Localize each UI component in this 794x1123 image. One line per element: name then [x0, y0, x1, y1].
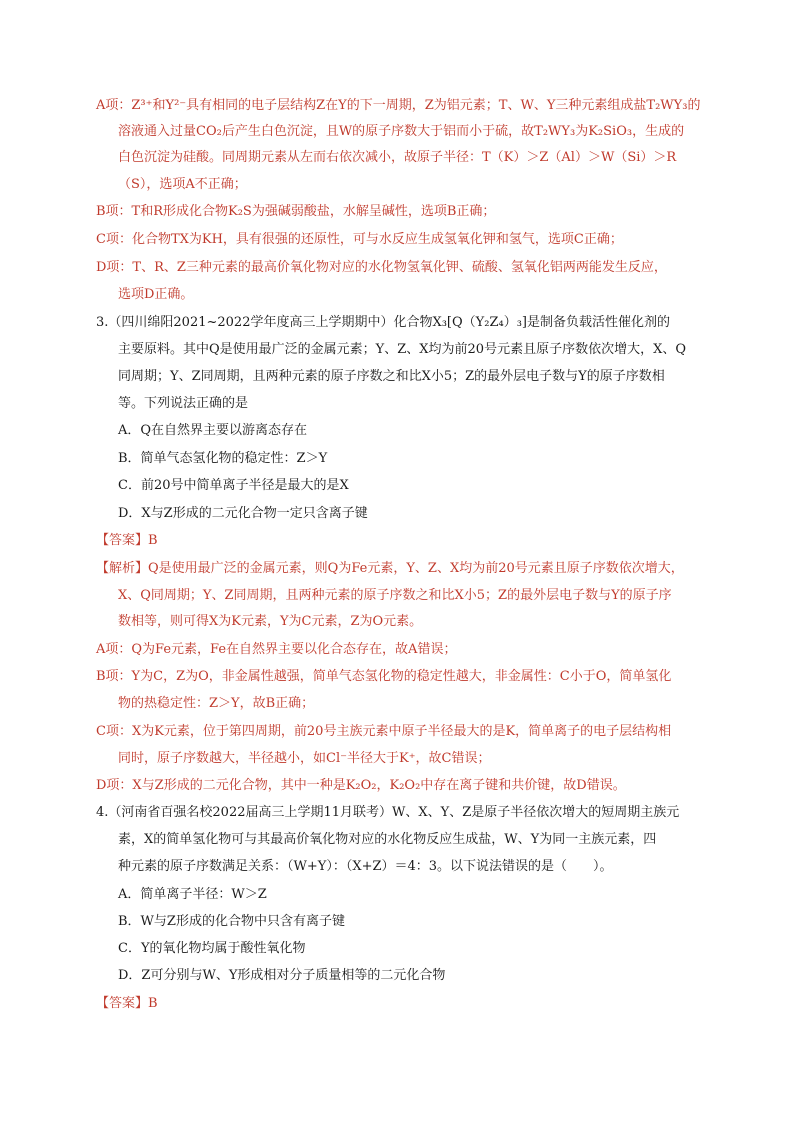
q4-option-b: B．W与Z形成的化合物中只含有离子键: [118, 914, 345, 929]
q4-option-a: A．简单离子半径：W＞Z: [118, 887, 267, 902]
q3-analysis-d-line: D项：X与Z形成的二元化合物，其中一种是K₂O₂，K₂O₂中存在离子键和共价键，故D错误。: [96, 778, 626, 793]
prev-analysis-d-line-1: D项：T、R、Z三种元素的最高价氧化物对应的水化物氢氧化钾、硫酸、氢氧化铝两两能发生反应，: [96, 260, 667, 275]
q3-option-c: C．前20号中简单离子半径是最大的是X: [118, 478, 349, 493]
prev-analysis-c-line-1: C项：化合物TX为KH，具有很强的还原性，可与水反应生成氢氧化钾和氢气，选项C正确；: [96, 232, 623, 247]
q3-option-d: D．X与Z形成的二元化合物一定只含离子键: [118, 506, 368, 521]
q4-option-c: C．Y的氧化物均属于酸性氧化物: [118, 941, 306, 956]
q3-stem-line-4: 等。下列说法正确的是: [118, 396, 249, 411]
q4-stem-line-1: 4.（河南省百强名校2022届高三上学期11月联考）W、X、Y、Z是原子半径依次增大的短周期主族元: [96, 805, 680, 820]
q4-stem-line-3: 种元素的原子序数满足关系：（W+Y）：（X+Z）＝4：3。以下说法错误的是（ ）。: [118, 859, 613, 874]
q3-analysis-line-3: 数相等，则可得X为K元素，Y为C元素，Z为O元素。: [118, 614, 423, 629]
q3-stem-line-2: 主要原料。其中Q是使用最广泛的金属元素；Y、Z、X均为前20号元素且原子序数依次增大，X、Q: [118, 342, 686, 357]
q4-answer-label: 【答案】: [96, 996, 149, 1011]
q3-answer-value: B: [148, 533, 158, 548]
q3-analysis-c-line-2: 同时，原子序数越大，半径越小，如Cl⁻半径大于K⁺，故C错误；: [118, 751, 491, 766]
q3-analysis-line-2: X、Q同周期；Y、Z同周期，且两种元素的原子序数之和比X小5；Z的最外层电子数与Y的原子序: [118, 588, 672, 603]
prev-analysis-a-line-1: A项：Z³⁺和Y²⁻具有相同的电子层结构Z在Y的下一周期，Z为铝元素；T、W、Y三种元素组成盐T₂WY₃的: [96, 98, 701, 113]
q4-option-d: D．Z可分别与W、Y形成相对分子质量相等的二元化合物: [118, 968, 446, 983]
q3-analysis-text-1: Q是使用最广泛的金属元素，则Q为Fe元素，Y、Z、X均为前20号元素且原子序数依次增大，: [148, 561, 684, 576]
q3-analysis-a-line: A项：Q为Fe元素，Fe在自然界主要以化合态存在，故A错误；: [96, 642, 457, 657]
prev-analysis-a-line-4: （S），选项A不正确；: [118, 177, 247, 192]
q3-analysis-b-line-2: 物的热稳定性：Z＞Y，故B正确；: [118, 696, 315, 711]
q4-stem-line-2: 素，X的简单氢化物可与其最高价氧化物对应的水化物反应生成盐，W、Y为同一主族元素，四: [118, 832, 657, 847]
prev-analysis-d-line-2: 选项D正确。: [118, 287, 194, 302]
prev-analysis-a-line-3: 白色沉淀为硅酸。同周期元素从左而右依次减小，故原子半径：T（K）＞Z（Al）＞W（Si）＞R: [118, 150, 677, 165]
q4-answer-value: B: [148, 996, 158, 1011]
q3-option-a: A．Q在自然界主要以游离态存在: [118, 423, 308, 438]
q3-analysis-line-1: [96, 559, 684, 579]
q3-answer-label: 【答案】: [96, 533, 149, 548]
q4-answer-row: [96, 994, 158, 1014]
q3-answer-row: [96, 531, 158, 551]
q3-analysis-label: 【解析】: [96, 561, 149, 576]
prev-analysis-a-line-2: 溶液通入过量CO₂后产生白色沉淀，且W的原子序数大于铝而小于硫，故T₂WY₃为K₂SiO₃，生成的: [118, 124, 685, 139]
q3-analysis-c-line-1: C项：X为K元素，位于第四周期，前20号主族元素中原子半径最大的是K，简单离子的电子层结构相: [96, 724, 672, 739]
prev-analysis-b-line-1: B项：T和R形成化合物K₂S为强碱弱酸盐，水解呈碱性，选项B正确；: [96, 204, 496, 219]
q3-analysis-b-line-1: B项：Y为C，Z为O，非金属性越强，简单气态氢化物的稳定性越大，非金属性：C小于O，简单氢化: [96, 669, 672, 684]
q3-option-b: B．简单气态氢化物的稳定性：Z＞Y: [118, 451, 328, 466]
q3-stem-line-1: 3.（四川绵阳2021~2022学年度高三上学期期中）化合物X₃[Q（Y₂Z₄）₃]是制备负载活性催化剂的: [96, 315, 670, 330]
q3-stem-line-3: 同周期；Y、Z同周期，且两种元素的原子序数之和比X小5；Z的最外层电子数与Y的原子序数相: [118, 369, 665, 384]
